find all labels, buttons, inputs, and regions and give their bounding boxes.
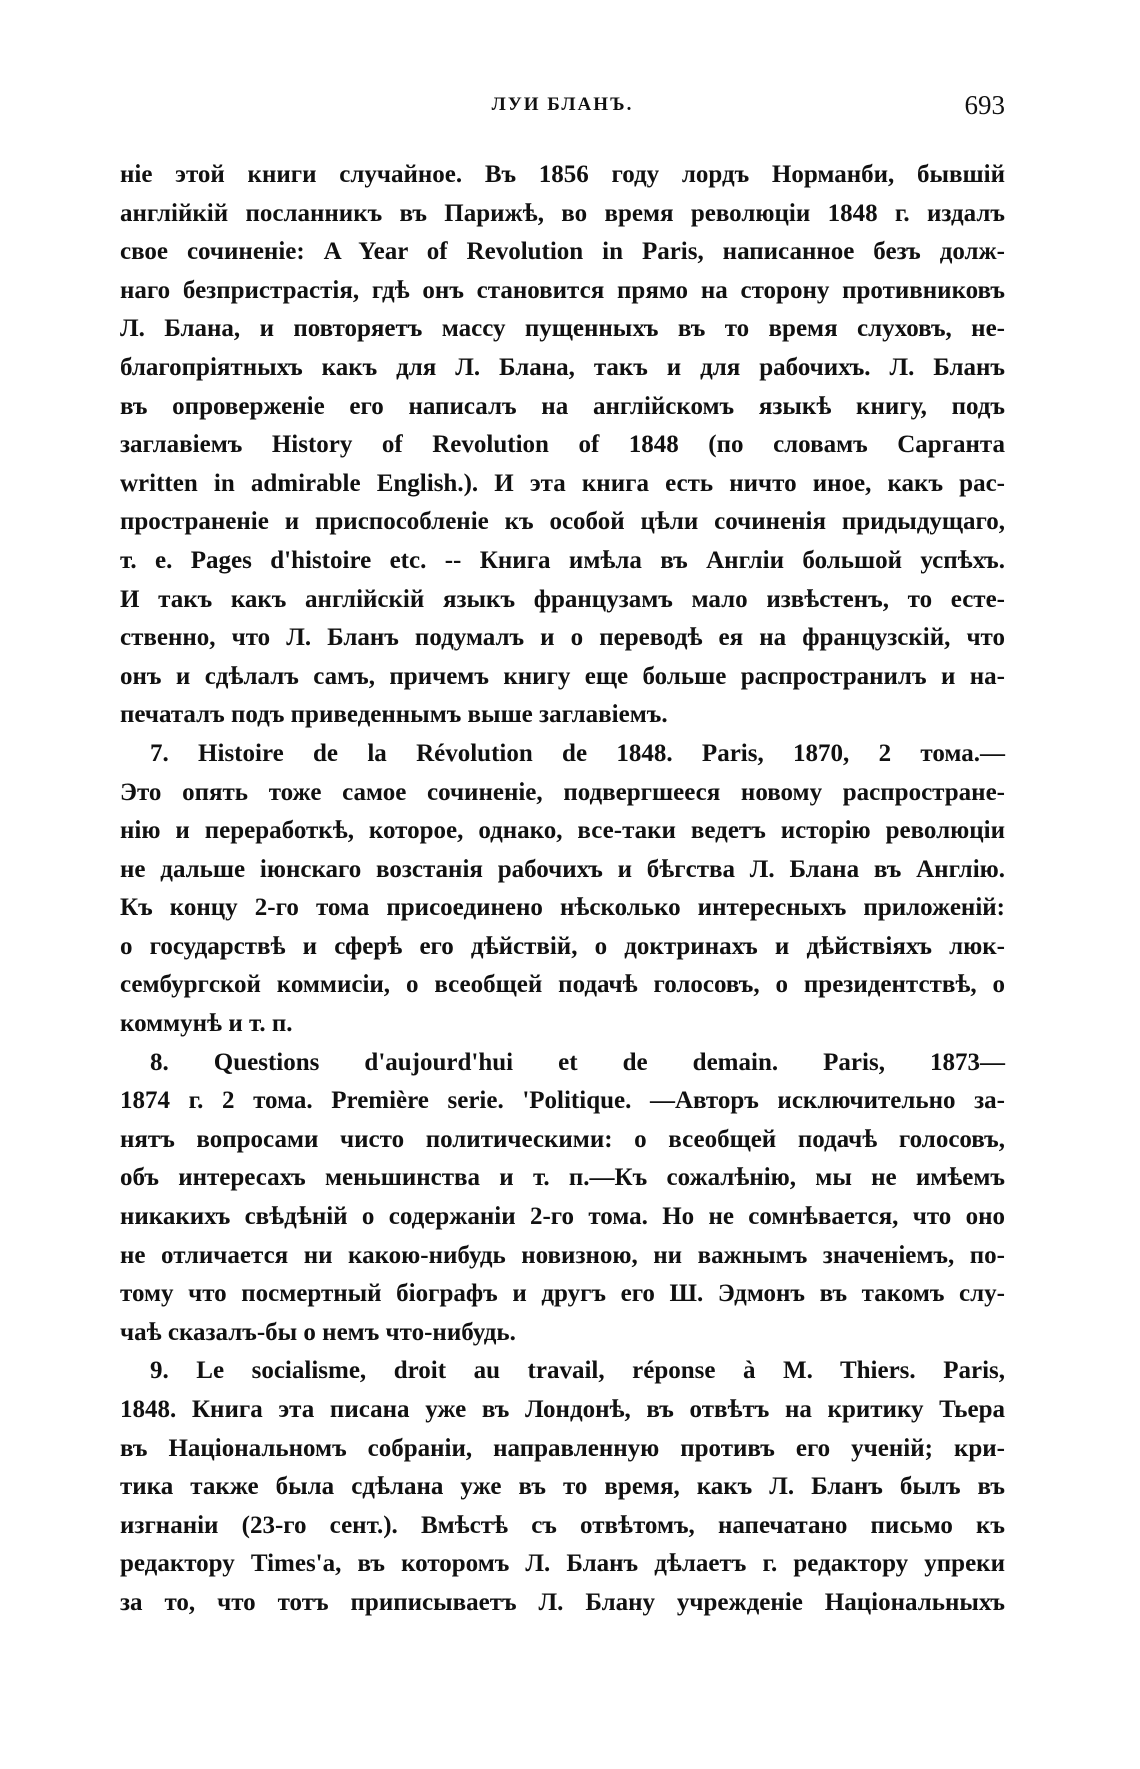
text-line: объ интересахъ меньшинства и т. п.—Къ сожалѣнію, мы не имѣемъ bbox=[120, 1164, 1005, 1192]
paragraph bbox=[120, 156, 1005, 735]
text-line: тика также была сдѣлана уже въ то время, какъ Л. Бланъ былъ въ bbox=[120, 1473, 1005, 1501]
body-text bbox=[120, 156, 1005, 1623]
text-line: о государствѣ и сферѣ его дѣйствій, о доктринахъ и дѣйствіяхъ люк- bbox=[120, 932, 1005, 960]
text-line: печаталъ подъ приведеннымъ выше заглавіемъ. bbox=[120, 701, 668, 729]
text-line: written in admirable English.). И эта книга есть ничто иное, какъ рас- bbox=[120, 469, 1005, 497]
text-line: за то, что тотъ приписываетъ Л. Блану учрежденіе Національныхъ bbox=[120, 1588, 1005, 1616]
page-number: 693 bbox=[964, 90, 1005, 120]
running-title: ЛУИ БЛАНЪ. bbox=[491, 94, 634, 115]
text-line: ніе этой книги случайное. Въ 1856 году лордъ Норманби, бывшій bbox=[120, 161, 1005, 188]
text-line: не дальше іюнскаго возстанія рабочихъ и бѣгства Л. Блана въ Англію. bbox=[120, 855, 1005, 883]
text-line: Л. Блана, и повторяетъ массу пущенныхъ въ то время слуховъ, не- bbox=[120, 315, 1005, 343]
text-line: 1874 г. 2 тома. Première serie. 'Politique. —Авторъ исключительно за- bbox=[120, 1087, 1005, 1115]
text-line: т. е. Pages d'histoire etc. -- Книга имѣла въ Англіи большой успѣхъ. bbox=[120, 546, 1005, 574]
text-line: въ опроверженіе его написалъ на англійскомъ языкѣ книгу, подъ bbox=[120, 392, 1005, 420]
text-line: наго безпристрастія, гдѣ онъ становится прямо на сторону противниковъ bbox=[120, 276, 1005, 304]
paragraph bbox=[120, 735, 1005, 1044]
text-line: ственно, что Л. Бланъ подумалъ и о переводѣ ея на французскій, что bbox=[120, 624, 1005, 652]
text-line: свое сочиненіе: A Year of Revolution in Paris, написанное безъ долж- bbox=[120, 238, 1005, 266]
page-header bbox=[120, 90, 1005, 130]
text-line: сембургской коммисіи, о всеобщей подачѣ голосовъ, о президентствѣ, о bbox=[120, 971, 1005, 999]
text-line: онъ и сдѣлалъ самъ, причемъ книгу еще больше распространилъ и на- bbox=[120, 662, 1005, 690]
text-line: не отличается ни какою-нибудь новизною, ни важнымъ значеніемъ, по- bbox=[120, 1241, 1005, 1269]
text-line: 9. Le socialisme, droit au travail, réponse à M. Thiers. Paris, bbox=[150, 1357, 1005, 1385]
text-line: редактору Times'а, въ которомъ Л. Бланъ дѣлаетъ г. редактору упреки bbox=[120, 1550, 1005, 1578]
text-line: въ Національномъ собраніи, направленную противъ его ученій; кри- bbox=[120, 1434, 1005, 1462]
text-line: 8. Questions d'aujourd'hui et de demain. Paris, 1873— bbox=[150, 1048, 1005, 1076]
text-line: И такъ какъ англійскій языкъ французамъ мало извѣстенъ, то есте- bbox=[120, 585, 1005, 613]
text-line: англійкій посланникъ въ Парижѣ, во время революціи 1848 г. издалъ bbox=[120, 199, 1005, 227]
text-line: Къ концу 2-го тома присоединено нѣсколько интересныхъ приложеній: bbox=[120, 894, 1005, 922]
text-line: никакихъ свѣдѣній о содержаніи 2-го тома. Но не сомнѣвается, что оно bbox=[120, 1203, 1005, 1231]
text-line: нятъ вопросами чисто политическими: о всеобщей подачѣ голосовъ, bbox=[120, 1125, 1005, 1153]
text-line: Это опять тоже самое сочиненіе, подвергшееся новому распростране- bbox=[120, 778, 1005, 806]
paragraph bbox=[120, 1044, 1005, 1353]
text-line: коммунѣ и т. п. bbox=[120, 1010, 293, 1038]
text-line: тому что посмертный біографъ и другъ его Ш. Эдмонъ въ такомъ слу- bbox=[120, 1280, 1005, 1308]
text-line: 7. Histoire de la Révolution de 1848. Paris, 1870, 2 тома.— bbox=[150, 739, 1005, 767]
text-line: заглавіемъ History of Revolution of 1848 (по словамъ Сарганта bbox=[120, 431, 1005, 459]
text-line: чаѣ сказалъ-бы о немъ что-нибудь. bbox=[120, 1318, 516, 1346]
text-line: пространеніе и приспособленіе къ особой цѣли сочиненія придыдущаго, bbox=[120, 508, 1005, 536]
paragraph bbox=[120, 1352, 1005, 1622]
text-line: 1848. Книга эта писана уже въ Лондонѣ, въ отвѣтъ на критику Тьера bbox=[120, 1396, 1005, 1423]
text-line: нію и переработкѣ, которое, однако, все-таки ведетъ исторію революціи bbox=[120, 817, 1005, 845]
text-line: изгнаніи (23-го сент.). Вмѣстѣ съ отвѣтомъ, напечатано письмо къ bbox=[120, 1511, 1005, 1539]
text-line: благопріятныхъ какъ для Л. Блана, такъ и для рабочихъ. Л. Бланъ bbox=[120, 353, 1005, 381]
